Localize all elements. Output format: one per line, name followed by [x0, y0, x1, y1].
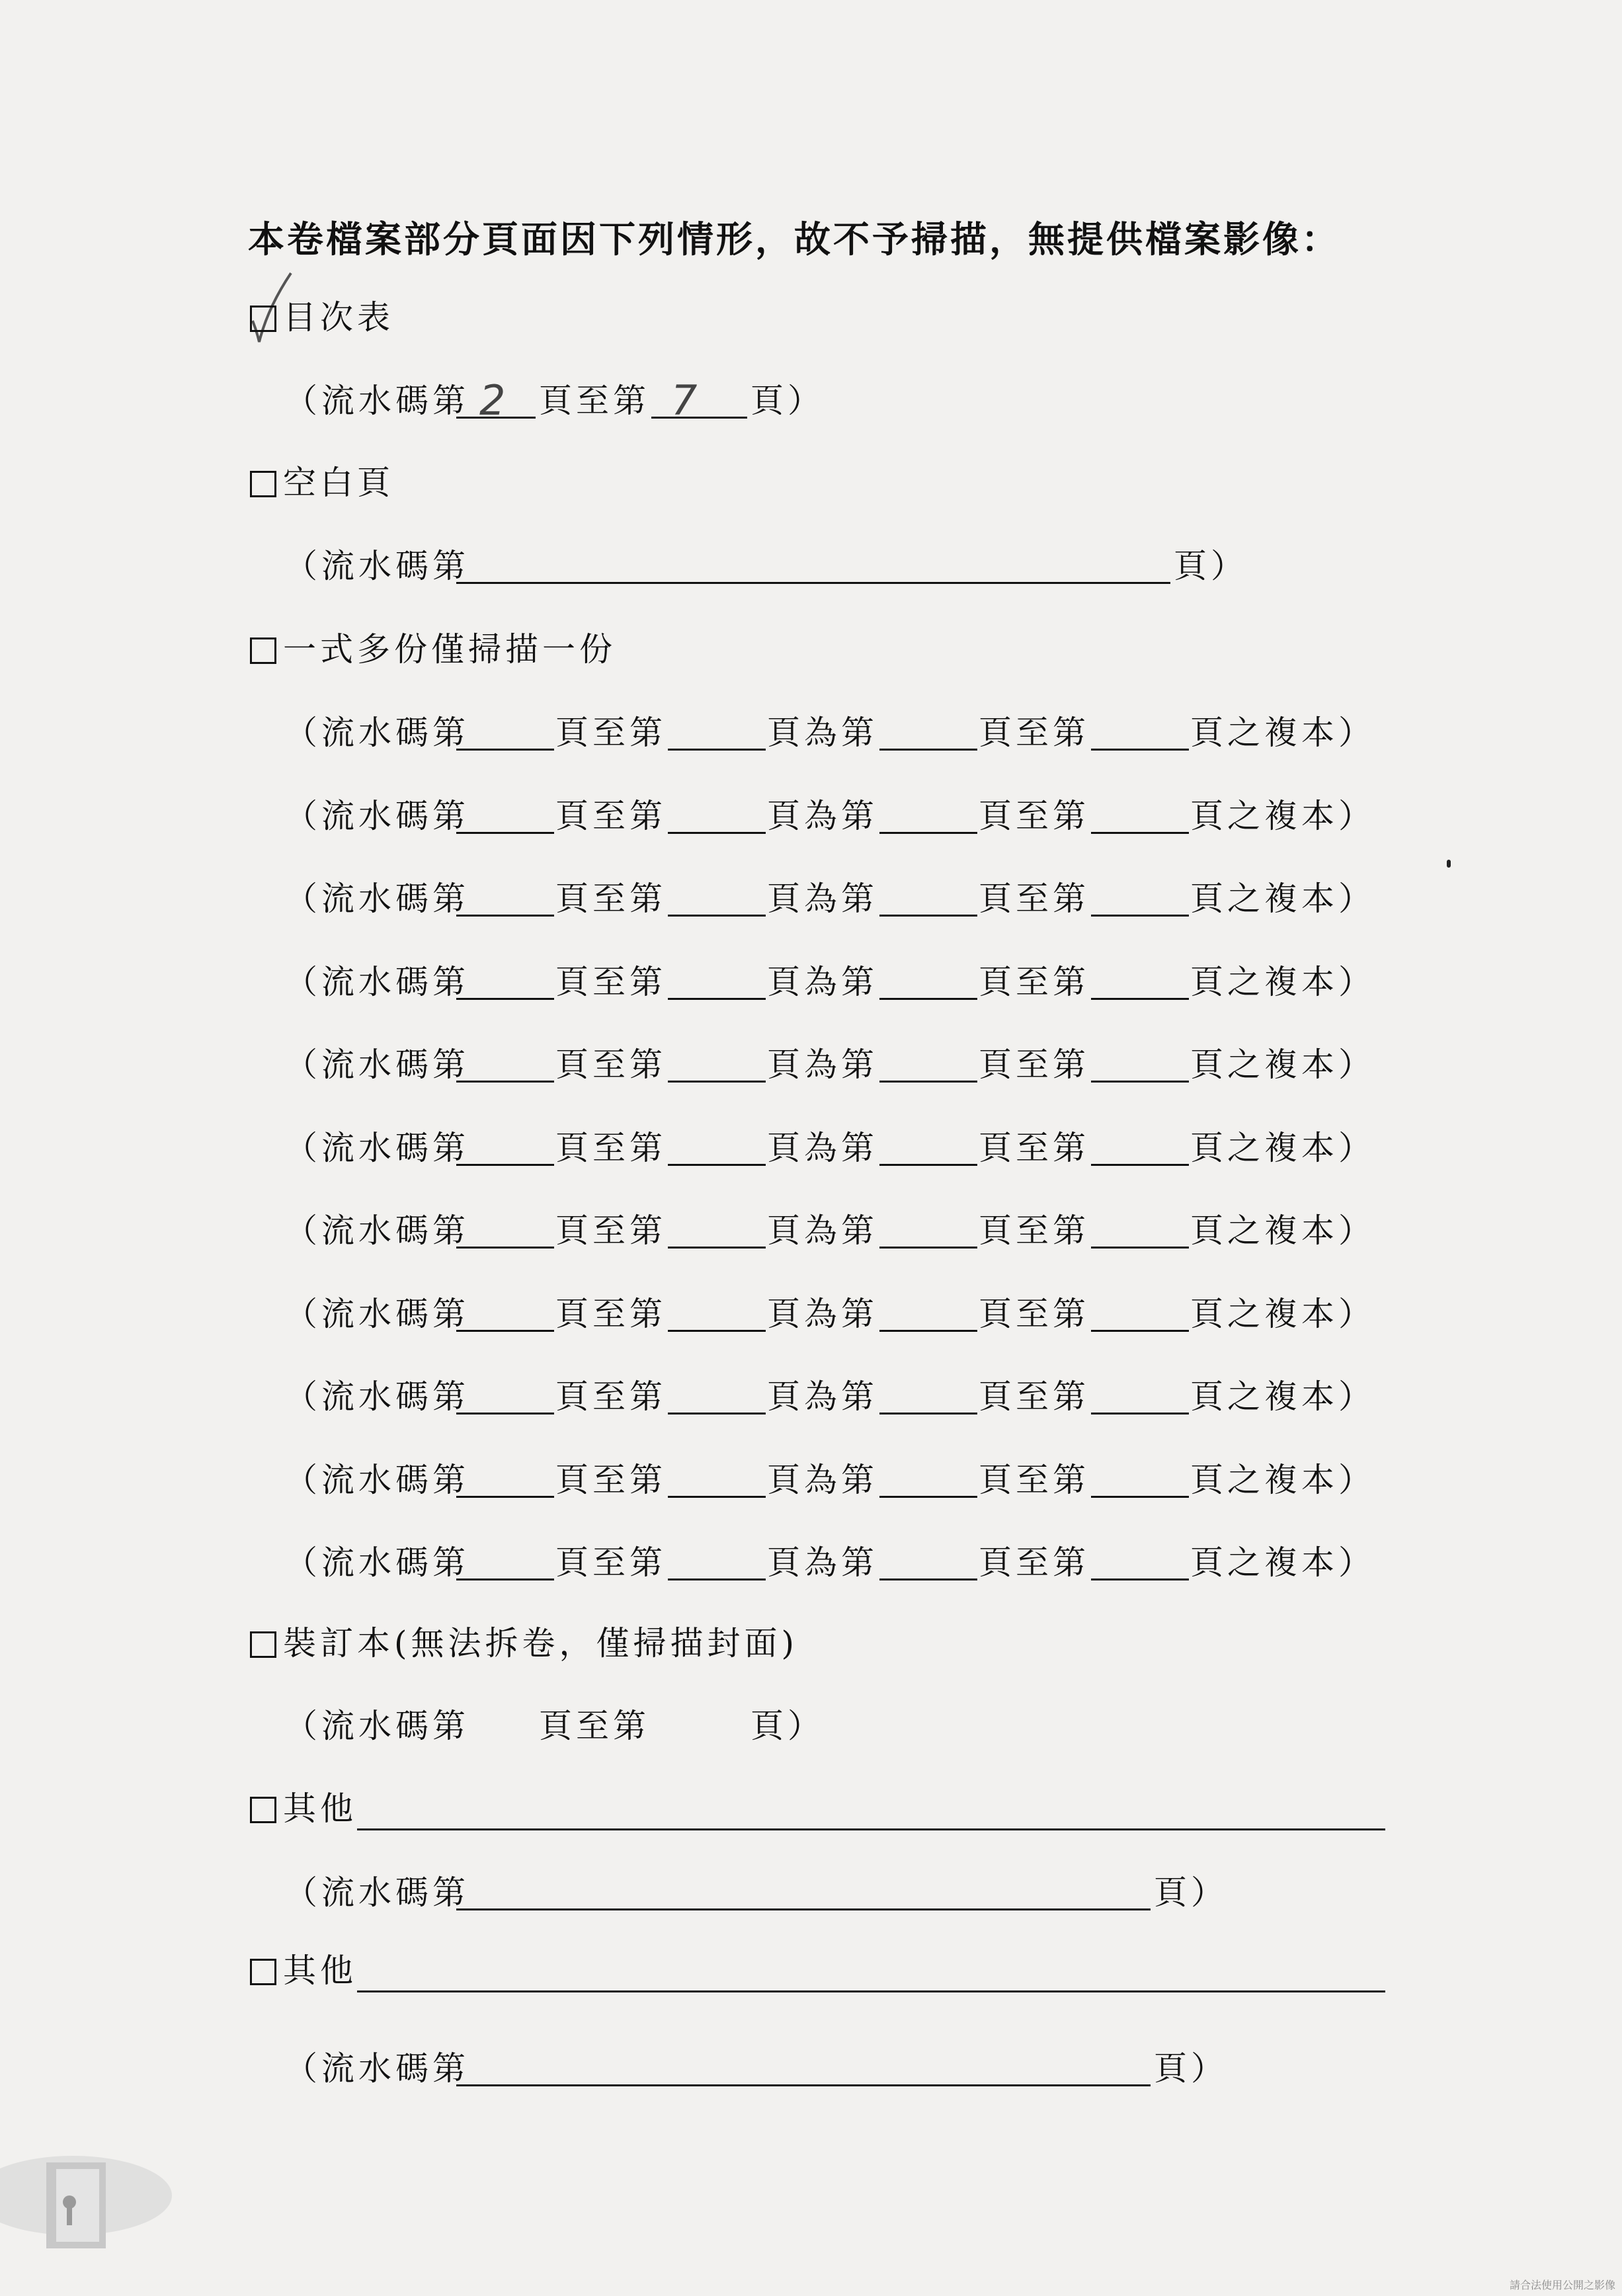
- copies-blank-2[interactable]: [668, 1413, 766, 1414]
- copies-blank-4[interactable]: [1091, 832, 1189, 834]
- toc-end-value: 7: [671, 376, 702, 425]
- blank-pages-checkbox[interactable]: [250, 471, 276, 497]
- copies-blank-1[interactable]: [456, 915, 554, 917]
- copies-blank-2[interactable]: [668, 1247, 766, 1249]
- stray-mark: [1447, 860, 1451, 868]
- copies-blank-2[interactable]: [668, 1081, 766, 1083]
- copies-blank-4[interactable]: [1091, 1330, 1189, 1332]
- copies-blank-3[interactable]: [879, 1330, 977, 1332]
- blank-pages-blank[interactable]: [456, 582, 1170, 584]
- bound-checkbox[interactable]: [250, 1631, 276, 1658]
- copies-blank-3[interactable]: [879, 1578, 977, 1580]
- copies-label: 一式多份僅掃描一份: [283, 630, 616, 669]
- copies-blank-3[interactable]: [879, 1413, 977, 1414]
- copies-blank-3[interactable]: [879, 1247, 977, 1249]
- copies-blank-4[interactable]: [1091, 915, 1189, 917]
- copies-blank-4[interactable]: [1091, 749, 1189, 751]
- copies-blank-3[interactable]: [879, 1496, 977, 1498]
- copies-blank-1[interactable]: [456, 1247, 554, 1249]
- other-2-range-blank[interactable]: [456, 2084, 1151, 2086]
- footer-note: 請合法使用公開之影像: [1509, 2279, 1615, 2291]
- copies-blank-4[interactable]: [1091, 1081, 1189, 1083]
- page-title: 本卷檔案部分頁面因下列情形，故不予掃描，無提供檔案影像：: [248, 218, 1341, 261]
- copies-blank-2[interactable]: [668, 749, 766, 751]
- copies-blank-3[interactable]: [879, 915, 977, 917]
- copies-blank-1[interactable]: [456, 832, 554, 834]
- other-1-range-blank[interactable]: [456, 1908, 1151, 1910]
- copies-blank-4[interactable]: [1091, 998, 1189, 1000]
- copies-blank-1[interactable]: [456, 1578, 554, 1580]
- copies-blank-1[interactable]: [456, 1496, 554, 1498]
- toc-start-value: 2: [479, 376, 510, 425]
- copies-blank-2[interactable]: [668, 1330, 766, 1332]
- copies-blank-3[interactable]: [879, 1164, 977, 1166]
- other-1-label: 其他: [283, 1789, 357, 1828]
- copies-blank-4[interactable]: [1091, 1496, 1189, 1498]
- copies-checkbox[interactable]: [250, 637, 276, 664]
- copies-blank-1[interactable]: [456, 1081, 554, 1083]
- toc-label: 目次表: [283, 298, 394, 337]
- other-2-label: 其他: [283, 1951, 357, 1990]
- other-1-checkbox[interactable]: [250, 1797, 276, 1823]
- copies-blank-3[interactable]: [879, 749, 977, 751]
- copies-blank-2[interactable]: [668, 1578, 766, 1580]
- toc-checkbox[interactable]: [250, 306, 276, 332]
- copies-blank-2[interactable]: [668, 1496, 766, 1498]
- copies-blank-1[interactable]: [456, 1413, 554, 1414]
- copies-blank-2[interactable]: [668, 832, 766, 834]
- copies-blank-2[interactable]: [668, 998, 766, 1000]
- blank-pages-label: 空白頁: [283, 464, 394, 502]
- archive-logo-icon: [0, 2156, 172, 2296]
- copies-blank-1[interactable]: [456, 749, 554, 751]
- copies-blank-3[interactable]: [879, 1081, 977, 1083]
- copies-blank-4[interactable]: [1091, 1247, 1189, 1249]
- copies-blank-3[interactable]: [879, 832, 977, 834]
- copies-blank-2[interactable]: [668, 1164, 766, 1166]
- copies-blank-1[interactable]: [456, 1330, 554, 1332]
- copies-blank-1[interactable]: [456, 998, 554, 1000]
- copies-blank-1[interactable]: [456, 1164, 554, 1166]
- other-1-blank[interactable]: [357, 1828, 1385, 1830]
- bound-label: 裝訂本(無法拆卷，僅掃描封面): [283, 1624, 799, 1662]
- copies-blank-4[interactable]: [1091, 1164, 1189, 1166]
- copies-blank-3[interactable]: [879, 998, 977, 1000]
- copies-blank-4[interactable]: [1091, 1578, 1189, 1580]
- other-2-checkbox[interactable]: [250, 1959, 276, 1985]
- copies-blank-4[interactable]: [1091, 1413, 1189, 1414]
- other-2-blank[interactable]: [357, 1990, 1385, 1992]
- copies-blank-2[interactable]: [668, 915, 766, 917]
